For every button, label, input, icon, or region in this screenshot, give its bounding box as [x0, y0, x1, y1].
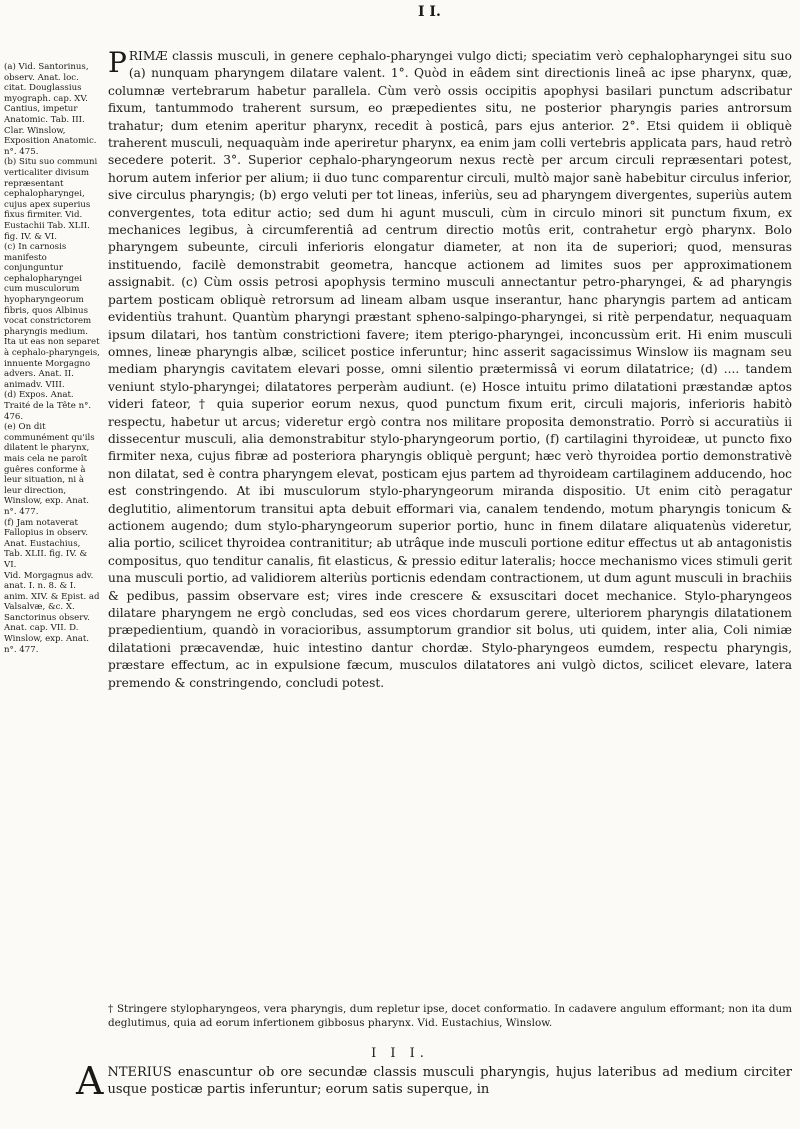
drop-capital: P: [108, 46, 127, 79]
main-text: [108, 48, 792, 692]
section-text: [76, 1059, 792, 1103]
drop-capital-2: A: [76, 1059, 104, 1103]
sidenote-g: Vid. Morgagnus adv. anat. I. n. 8. & I. anim. XIV. & Epist. ad Valsalvæ, &c. X. Sanctorinus observ. Anat. cap. VII. D. Winslow, exp. Anat. n°. 477.: [4, 570, 100, 655]
footnote: [108, 1002, 792, 1030]
sidenote-e: (e) On dit communément qu'ils dilatent le pharynx, mais cela ne paroît guêres conforme à leur situation, ni à leur direction, Winslow, exp. Anat. n°. 477.: [4, 422, 95, 517]
sidenotes: [4, 62, 100, 655]
sidenote-c: (c) In carnosis manifesto conjunguntur cephalopharyngei cum musculorum hyopharyngeorum fibris, quos Albinus vocat constrictorem pharyngis medium. Ita ut eas non separet à cephalo-pharyngeis, innuente Morgagno advers. Anat. II. animadv. VIII.: [4, 242, 100, 390]
sidenote-d: (d) Expos. Anat. Traité de la Tête n°. 476.: [4, 390, 92, 422]
section-heading: I I I.: [371, 1046, 429, 1061]
sidenote-b: (b) Situ suo communi verticaliter divisum repræsentant cephalopharyngei, cujus apex superius fixus firmiter. Vid. Eustachii Tab. XLII. fig. IV. & VI.: [4, 157, 98, 242]
body-paragraph: RIMÆ classis musculi, in genere cephalo-pharyngei vulgo dicti; speciatim verò cephalopharyngei situ suo (a) nunquam pharyngem dilatare valent. 1°. Quòd in eâdem sint directionis lineâ ac ipse pharynx, quæ, columnæ vertebrarum habetur parallela. Cùm verò ossis occipitis apophysi basilari punctum adscribatur fixum, tantummodo traherent sursum, eo præpedientes situ, ne posterior pharyngis paries antrorsum trahatur; dum etenim aperitur pharynx, recedit à posticâ, pars ejus anterior. 2°. Etsi quidem ii obliquè traherent musculi, nequaquàm inde aperiretur pharynx, ea enim jam colli vertebris applicata pars, haud retrò secedere poterit. 3°. Superior cephalo-pharyngeorum nexus rectè per arcum circuli repræsentari potest, horum autem inferior per alium; ii duo tunc comparentur circuli, multò major sanè habebitur circulus inferior, sive circulus pharyngis; (b) ergo veluti per tot lineas, inferiùs, seu ad pharyngem divergentes, superiùs autem convergentes, tota editur actio; sed dum hi agunt musculi, cùm in circulo minori sit punctum fixum, ex mechanices legibus, à circumferentiâ ad centrum directio motûs erit, contrahetur ergò pharynx. Bolo pharyngem subeunte, circuli inferioris elongatur diameter, at non ita de superiori; quod, mensuras instituendo, facilè demonstrabit geometra, hancque actionem ad limites suos per approximationem assignabit. (c) Cùm ossis petrosi apophysis termino musculi annectantur petro-pharyngei, & ad pharyngis partem posticam obliquè retrorsum ad lineam albam usque inserantur, hanc pharyngis partem ad anticam evidentiùs trahunt. Quantùm pharyngi præstant spheno-salpingo-pharyngei, si ritè perpendatur, nequaquam ipsum dilatari, hos tantùm constrictioni favere; item pterigo-pharyngei, inconcussùm erit. Hi enim musculi omnes, lineæ pharyngis albæ, scilicet postice inferuntur; hinc asserit sagacissimus Winslow iis magnam seu mediam pharyngis cavitatem elevari posse, omni silentio prætermissâ vi eorum dilatatrice; (d) .... tandem veniunt stylo-pharyngei; dilatatores perperàm audiunt. (e) Hosce intuitu primo dilatationi præstandæ aptos videri fateor, † quia superior eorum nexus, quod punctum fixum erit, circuli majoris, inferioris habitò respectu, habetur ut arcus; videretur ergò contra nos militare proposita demonstratio. Porrò si accuratiùs ii dissecentur musculi, alia demonstrabitur stylo-pharyngeorum portio, (f) cartilagini thyroideæ, ut puncto fixo firmiter nexa, cujus fibræ ad posteriora pharyngis obliquè pergunt; hæc verò thyroidea portio demonstrativè non dilatat, sed è contra pharyngem elevat, posticam ejus partem ad thyroideam cartilaginem adducendo, hoc est constringendo. At ibi musculorum stylo-pharyngeorum miranda dispositio. Ut enim citò peragatur deglutitio, alimentorum transitui apta debuit efformari via, canalem tendendo, motum pharyngis tonicum & actionem augendo; dum stylo-pharyngeorum superior portio, hunc in finem dilatare aliquatenùs videretur, alia portio, scilicet thyroidea contranititur; ab utrâque inde musculi portione editur effectus ut ab antagonistis compositus, quo tenditur canalis, fit elasticus, & pressio editur lateralis; hocce mechanismo vices stimuli gerit una musculi portio, ad validiorem alteriùs porticnis edendam contractionem, ut dum agunt musculi in brachiis & pedibus, passim observare est; vires inde crescere & exsuscitari docet mechanice. Stylo-pharyngeos dilatare pharyngem ne ergò concludas, sed eos vices chordarum gerere, ulteriorem pharyngis dilatationem præpedientium, quandò in voracioribus, assumptorum grandior sit bolus, uti quidem, inter alia, Coli nimiæ dilatationi præcavendæ, huic intestino dantur chordæ. Stylo-pharyngeos eumdem, respectu pharyngis, præstare effectum, ac in expulsione fæcum, musculos dilatatores ani vulgò dictos, scilicet elevare, latera premendo & constringendo, concludi potest.: [108, 49, 792, 690]
section-paragraph: NTERIUS enascuntur ob ore secundæ classis musculi pharyngis, hujus lateribus ad medium circiter usque posticæ partis inferuntur; eorum satis superque, in: [107, 1065, 792, 1098]
footnote-text: † Stringere stylopharyngeos, vera pharyngis, dum repletur ipse, docet conformatio. In cadavere angulum efformant; non ita dum deglutimus, quia ad eorum infertionem gibbosus pharynx. Vid. Eustachius, Winslow.: [108, 1003, 792, 1029]
sidenote-a: (a) Vid. Santorinus, observ. Anat. loc. citat. Douglassius myograph. cap. XV. Cantius, impetur Anatomic. Tab. III. Clar. Winslow, Exposition Anatomic. n°. 475.: [4, 62, 97, 157]
sidenote-f: (f) Jam notaverat Fallopius in observ. Anat. Eustachius, Tab. XLII. fig. IV. & VI.: [4, 517, 88, 570]
page-number: I I.: [418, 4, 441, 20]
